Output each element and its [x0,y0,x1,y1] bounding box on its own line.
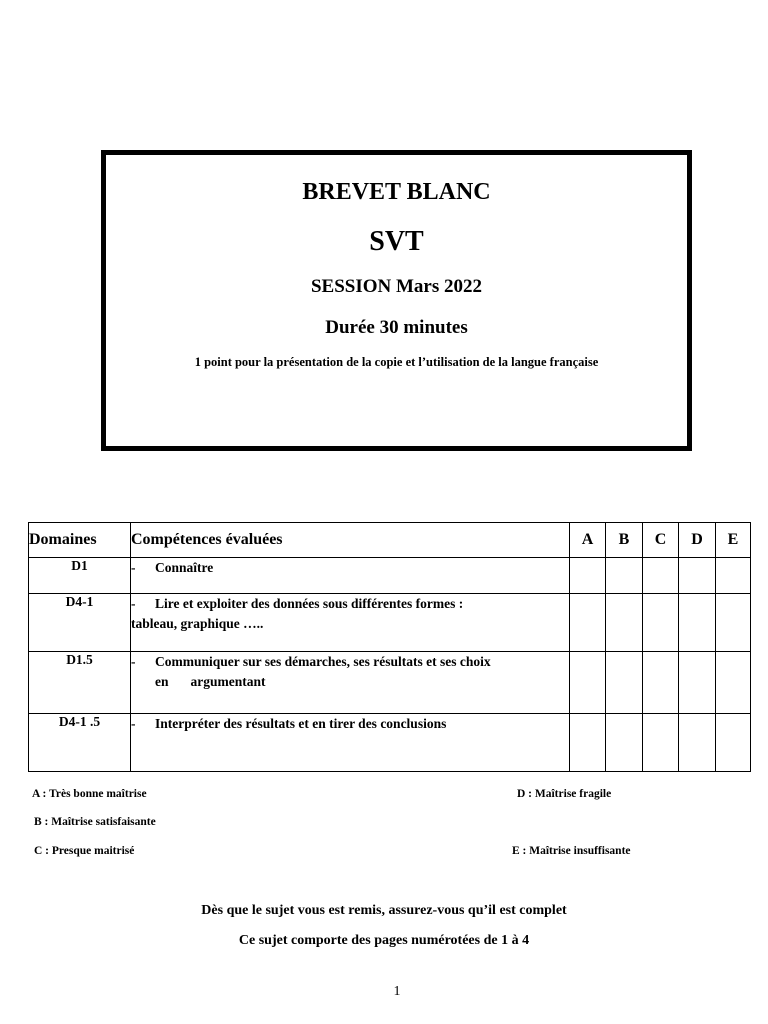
domain-cell: D1 [29,558,131,594]
legend-a: A : Très bonne maîtrise [32,788,147,800]
skill-text: Communiquer sur ses démarches, ses résultats et ses choix [155,654,491,669]
level-cell[interactable] [606,558,643,594]
skill-text-continued: argumentant [190,674,266,689]
level-cell[interactable] [606,652,643,714]
legend-d: D : Maîtrise fragile [517,788,612,800]
table-row [29,714,751,772]
skill-cell [131,594,570,652]
level-cell[interactable] [643,714,679,772]
subject-title: SVT [369,226,424,257]
header-skills: Compétences évaluées [131,523,570,558]
bullet-dash: - [131,716,136,731]
skill-text: Lire et exploiter des données sous différentes formes : [155,596,464,611]
level-cell[interactable] [716,594,751,652]
level-cell[interactable] [606,714,643,772]
level-cell[interactable] [570,558,606,594]
presentation-note: 1 point pour la présentation de la copie et l’utilisation de la langue française [194,355,599,369]
level-cell[interactable] [570,594,606,652]
table-row [29,558,751,594]
level-cell[interactable] [570,714,606,772]
exam-title: BREVET BLANC [302,179,491,205]
level-cell[interactable] [716,714,751,772]
table-header-row [29,523,751,558]
table-row [29,652,751,714]
skill-cell [131,558,570,594]
domain-cell: D4-1 [29,594,131,652]
bullet-dash: - [131,596,136,611]
level-cell[interactable] [679,594,716,652]
duration-label: Durée 30 minutes [325,317,468,338]
domain-cell: D1.5 [29,652,131,714]
page-number: 1 [393,984,401,999]
skill-cell [131,714,570,772]
header-level-c: C [643,523,679,558]
skill-text-continued: en [155,674,169,689]
domain-cell: D4-1 .5 [29,714,131,772]
level-cell[interactable] [716,558,751,594]
level-cell[interactable] [606,594,643,652]
level-cell[interactable] [679,652,716,714]
skill-text: Interpréter des résultats et en tirer des conclusions [155,716,447,731]
title-box [101,150,692,451]
bullet-dash: - [131,654,136,669]
level-cell[interactable] [716,652,751,714]
session-label: SESSION Mars 2022 [310,276,483,297]
header-level-d: D [679,523,716,558]
bullet-dash: - [131,560,136,575]
competences-table [28,522,751,772]
level-cell[interactable] [643,652,679,714]
header-domains: Domaines [29,523,131,558]
page-count-notice: Ce sujet comporte des pages numérotées de 1 à 4 [238,933,530,948]
skill-cell [131,652,570,714]
level-cell[interactable] [643,558,679,594]
legend-b: B : Maîtrise satisfaisante [34,816,156,828]
skill-text: Connaître [155,560,214,575]
level-cell[interactable] [570,652,606,714]
level-cell[interactable] [643,594,679,652]
header-level-e: E [716,523,751,558]
skill-text-continued: tableau, graphique ….. [131,616,264,631]
legend-c: C : Presque maitrisé [34,845,135,857]
legend-e: E : Maîtrise insuffisante [512,845,631,857]
level-cell[interactable] [679,714,716,772]
header-level-a: A [570,523,606,558]
table-row [29,594,751,652]
completeness-notice: Dès que le sujet vous est remis, assurez-vous qu’il est complet [201,903,567,918]
header-level-b: B [606,523,643,558]
level-cell[interactable] [679,558,716,594]
